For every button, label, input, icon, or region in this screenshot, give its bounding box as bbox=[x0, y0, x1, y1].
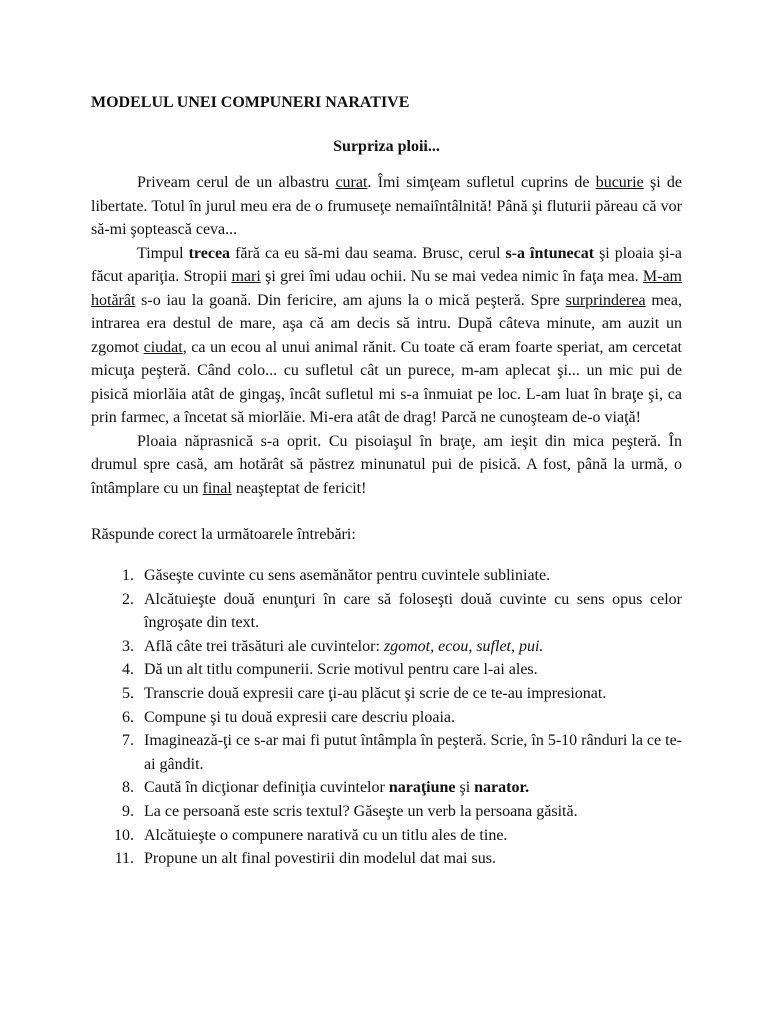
italic-text: zgomot, ecou, suflet, pui. bbox=[383, 637, 544, 655]
text-run: Propune un alt final povestirii din modelul dat mai sus. bbox=[144, 850, 496, 868]
bold-text: s-a întunecat bbox=[505, 244, 595, 262]
underlined-word: surprinderea bbox=[565, 291, 646, 309]
underlined-word: M-am hotărât bbox=[91, 268, 682, 309]
question-item bbox=[138, 658, 682, 682]
story-title: Surpriza ploii... bbox=[333, 138, 440, 155]
text-run: neaşteptat de fericit! bbox=[231, 479, 367, 497]
text-run: mea, intrarea era destul de mare, aşa că am decis să intru. După câteva minute, am auzit un zgomot bbox=[91, 291, 682, 356]
text-run: Compune şi tu două expresii care descriu ploaia. bbox=[144, 708, 456, 726]
story-paragraph bbox=[91, 242, 682, 430]
text-run: Transcrie două expresii care ţi-au plăcut şi scrie de ce te-au impresionat. bbox=[144, 684, 607, 702]
text-run: şi bbox=[455, 779, 475, 797]
bold-text: trecea bbox=[188, 244, 231, 262]
story-body bbox=[91, 171, 682, 500]
text-run: , ca un ecou al unui animal rănit. Cu toate că eram foarte speriat, am cercetat micuţa peşteră. Când colo... cu sufletul cât un purece, m-am aplecat şi... un mic pui de pisică miorlăia atât de gingaş, încât sufletul mi s-a înmuiat pe loc. L-am luat în braţe şi, ca prin farmec, a încetat să miorlăie. Mi-era atât de drag! Parcă ne cunoşteam de-o viaţă! bbox=[91, 338, 682, 426]
underlined-word: final bbox=[202, 479, 232, 497]
text-run: Dă un alt titlu compunerii. Scrie motivul pentru care l-ai ales. bbox=[144, 661, 538, 679]
text-run: Imaginează-ţi ce s-ar mai fi putut întâmpla în peşteră. Scrie, în 5-10 rânduri la ce te-ai gândit. bbox=[144, 732, 682, 773]
story-paragraph bbox=[91, 171, 682, 242]
text-run: Priveam cerul de un albastru bbox=[137, 174, 336, 191]
text-run: Timpul bbox=[137, 244, 189, 262]
questions-list bbox=[91, 564, 682, 871]
question-item bbox=[138, 682, 682, 706]
text-run: şi de libertate. Totul în jurul meu era de o frumuseţe nemaiîntâlnită! Până şi fluturii păreau că vor să-mi şoptească ceva... bbox=[91, 174, 683, 238]
text-run: şi ploaia şi-a făcut apariţia. Stropii bbox=[91, 244, 683, 285]
story-paragraph bbox=[91, 430, 682, 501]
text-run: Caută în dicţionar definiţia cuvintelor bbox=[144, 779, 389, 797]
question-item bbox=[138, 706, 682, 730]
text-run: Alcătuieşte o compunere narativă cu un titlu ales de tine. bbox=[144, 826, 508, 844]
question-item bbox=[138, 800, 682, 824]
question-item bbox=[138, 564, 682, 588]
bold-text: naraţiune bbox=[388, 779, 456, 797]
underlined-word: mari bbox=[231, 268, 261, 285]
question-item bbox=[138, 729, 682, 776]
text-run: s-o iau la goană. Din fericire, am ajuns la o mică peşteră. Spre bbox=[135, 291, 566, 309]
underlined-word: bucurie bbox=[595, 174, 644, 191]
question-item bbox=[138, 588, 682, 635]
underlined-word: ciudat bbox=[143, 338, 183, 356]
bold-text: narator. bbox=[474, 779, 530, 797]
text-run: . Îmi simţeam sufletul cuprins de bbox=[367, 174, 596, 191]
text-run: La ce persoană este scris textul? Găseşte un verb la persoana găsită. bbox=[144, 802, 578, 820]
text-run: Ploaia năprasnică s-a oprit. Cu pisoiaşul în braţe, am ieşit din mica peşteră. În drumul spre casă, am hotărât să păstrez minunatul pui de pisică. A fost, până la urmă, o întâmplare cu un bbox=[91, 432, 682, 497]
text-run: fără ca eu să-mi dau seama. Brusc, cerul bbox=[230, 244, 506, 262]
question-item bbox=[138, 847, 682, 871]
underlined-word: curat bbox=[335, 174, 368, 191]
questions-instructions: Răspunde corect la următoarele întrebări: bbox=[91, 526, 356, 543]
question-item bbox=[138, 824, 682, 848]
text-run: Află câte trei trăsături ale cuvintelor: bbox=[144, 637, 384, 655]
question-item bbox=[138, 776, 682, 800]
text-run: Găseşte cuvinte cu sens asemănător pentru cuvintele subliniate. bbox=[144, 567, 551, 584]
text-run: Alcătuieşte două enunţuri în care să foloseşti două cuvinte cu sens opus celor îngroşate din text. bbox=[144, 590, 682, 632]
document-title: MODELUL UNEI COMPUNERI NARATIVE bbox=[91, 94, 410, 111]
text-run: şi grei îmi udau ochii. Nu se mai vedea nimic în faţa mea. bbox=[260, 268, 643, 285]
question-item bbox=[138, 635, 682, 659]
